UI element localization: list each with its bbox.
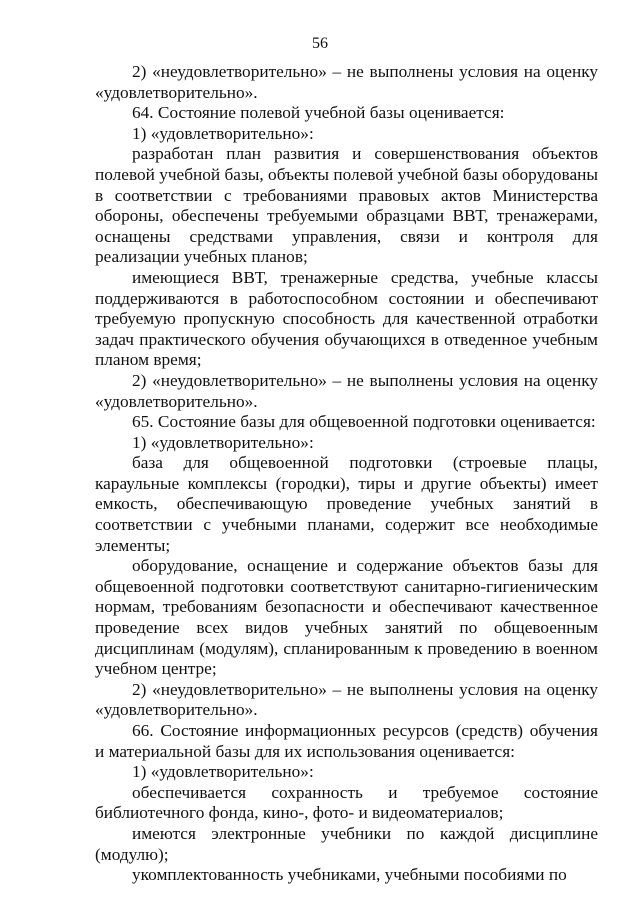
paragraph: разработан план развития и совершенствования объектов полевой учебной базы, объекты полевой учебной базы оборудованы в соответствии с требованиями правовых актов Министерства обороны, обеспечены требуемыми образцами ВВТ, тренажерами, оснащены средствами управления, связи и контроля для реализации учебных планов; [95, 144, 598, 267]
paragraph: база для общевоенной подготовки (строевые плацы, караульные комплексы (городки), тиры и другие объекты) имеет емкость, обеспечивающую проведение учебных занятий в соответствии с учебными планами, содержит все необходимые элементы; [95, 453, 598, 555]
paragraph: 2) «неудовлетворительно» – не выполнены условия на оценку «удовлетворительно». [95, 62, 598, 102]
paragraph: имеются электронные учебники по каждой дисциплине (модулю); [95, 823, 598, 864]
paragraph: укомплектованность учебниками, учебными пособиями по [132, 865, 567, 885]
rating-label: 1) «удовлетворительно»: [132, 762, 314, 782]
page-number: 56 [312, 35, 328, 52]
paragraph: 2) «неудовлетворительно» – не выполнены условия на оценку «удовлетворительно». [95, 679, 598, 720]
section-heading: 66. Состояние информационных ресурсов (средств) обучения и материальной базы для их использования оценивается: [95, 721, 598, 761]
rating-label: 1) «удовлетворительно»: [132, 432, 314, 452]
paragraph: имеющиеся ВВТ, тренажерные средства, учебные классы поддерживаются в работоспособном состоянии и обеспечивают требуемую пропускную способность для качественной отработки задач практического обучения обучающихся в отведенное учебным планом время; [95, 267, 598, 370]
section-heading: 65. Состояние базы для общевоенной подготовки оценивается: [132, 412, 596, 432]
document-body [95, 62, 598, 886]
rating-label: 1) «удовлетворительно»: [132, 123, 314, 143]
paragraph: оборудование, оснащение и содержание объектов базы для общевоенной подготовки соответствуют санитарно-гигиеническим нормам, требованиям безопасности и обеспечивают качественное проведение всех видов учебных занятий по общевоенным дисциплинам (модулям), спланированным к проведению в военном учебном центре; [95, 556, 598, 679]
paragraph: 2) «неудовлетворительно» – не выполнены условия на оценку «удовлетворительно». [95, 370, 598, 411]
paragraph: обеспечивается сохранность и требуемое состояние библиотечного фонда, кино-, фото- и видеоматериалов; [95, 782, 598, 823]
section-heading: 64. Состояние полевой учебной базы оценивается: [132, 103, 505, 123]
